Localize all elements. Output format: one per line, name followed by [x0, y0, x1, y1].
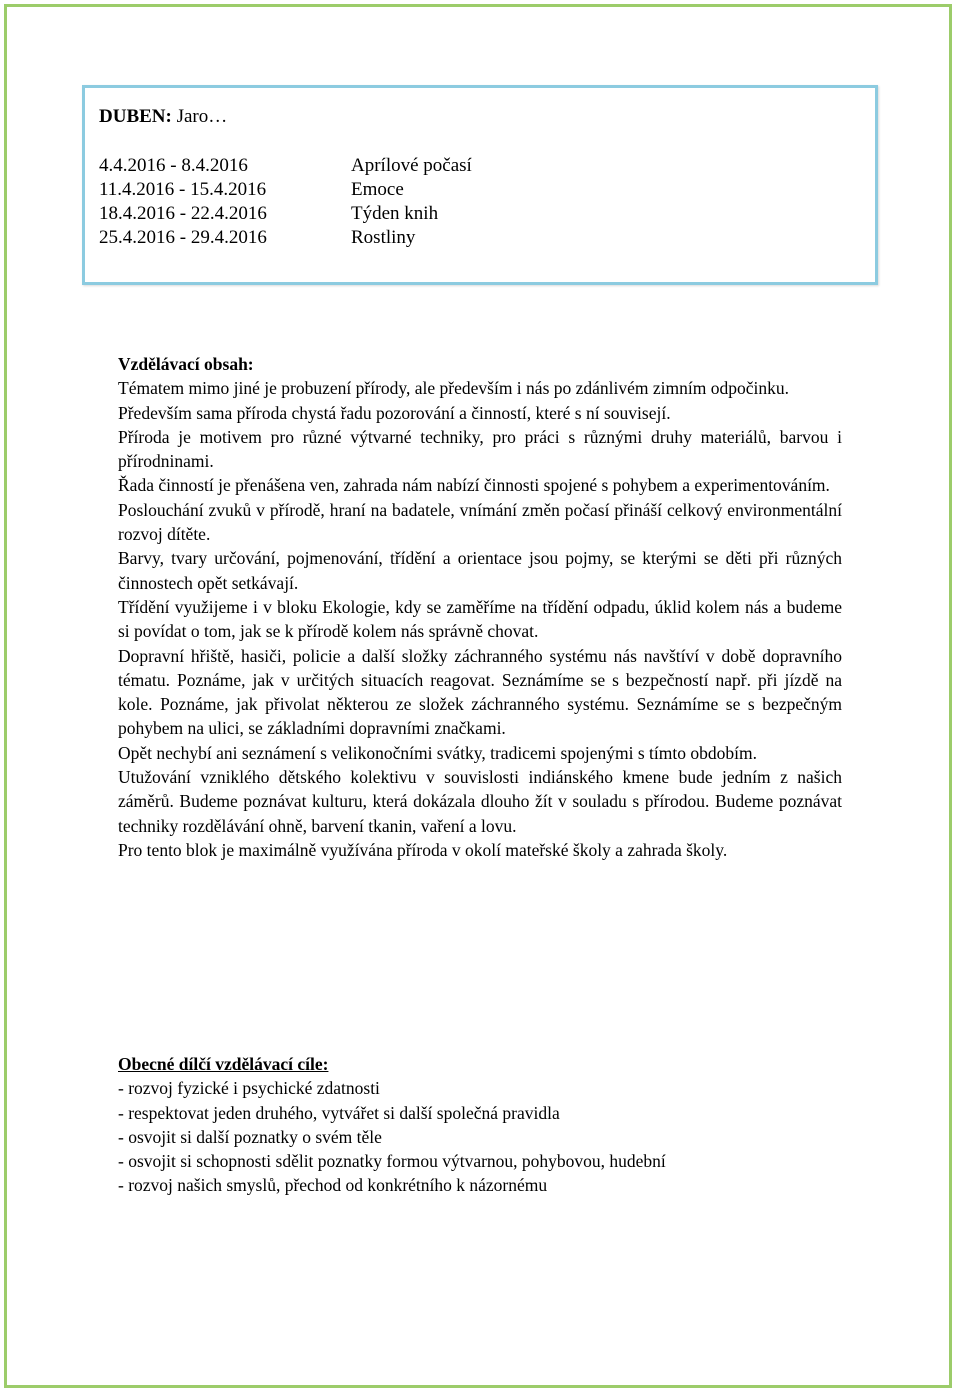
month-header-box	[82, 85, 878, 285]
schedule-theme: Týden knih	[351, 203, 439, 224]
content-paragraph: Barvy, tvary určování, pojmenování, třídění a orientace jsou pojmy, se kterými se děti při různých činnostech opět setkávají.	[118, 548, 842, 593]
month-title	[99, 105, 227, 129]
schedule-row	[99, 226, 472, 250]
goal-item: - osvojit si další poznatky o svém těle	[118, 1126, 382, 1147]
content-paragraph: Poslouchání zvuků v přírodě, hraní na badatele, vnímání změn počasí přináší celkový environmentální rozvoj dítěte.	[118, 499, 842, 545]
schedule-theme: Emoce	[351, 179, 404, 200]
content-paragraph: Opět nechybí ani seznámení s velikonočními svátky, tradicemi spojenými s tímto obdobím.	[118, 742, 757, 763]
educational-content	[118, 352, 842, 862]
schedule-dates: 25.4.2016 - 29.4.2016	[99, 227, 267, 248]
weekly-schedule	[99, 154, 472, 250]
goal-item: - rozvoj našich smyslů, přechod od konkrétního k názornému	[118, 1175, 548, 1196]
schedule-theme: Rostliny	[351, 227, 416, 248]
schedule-row	[99, 178, 472, 202]
schedule-dates: 18.4.2016 - 22.4.2016	[99, 203, 267, 224]
content-paragraph: Řada činností je přenášena ven, zahrada nám nabízí činnosti spojené s pohybem a experimentováním.	[118, 475, 830, 496]
schedule-dates: 4.4.2016 - 8.4.2016	[99, 155, 248, 176]
month-theme: Jaro…	[171, 106, 228, 127]
schedule-dates: 11.4.2016 - 15.4.2016	[99, 179, 267, 200]
content-paragraph: Tématem mimo jiné je probuzení přírody, ale především i nás po zdánlivém zimním odpočinku.	[118, 378, 789, 399]
goal-item: - osvojit si schopnosti sdělit poznatky formou výtvarnou, pohybovou, hudební	[118, 1151, 666, 1172]
content-heading: Vzdělávací obsah:	[118, 354, 254, 374]
content-paragraph: Především sama příroda chystá řadu pozorování a činností, které s ní souvisejí.	[118, 402, 671, 423]
content-paragraph: Příroda je motivem pro různé výtvarné techniky, pro práci s různými druhy materiálů, barvou i přírodninami.	[118, 426, 842, 472]
content-paragraph: Utužování vzniklého dětského kolektivu v souvislosti indiánského kmene bude jedním z našich záměrů. Budeme poznávat kulturu, která dokázala dlouho žít v souladu s přírodou. Budeme poznávat techniky rozdělávání ohně, barvení tkanin, vaření a lovu.	[118, 767, 842, 836]
schedule-row	[99, 154, 472, 178]
goal-item: - respektovat jeden druhého, vytvářet si další společná pravidla	[118, 1102, 560, 1123]
month-name: DUBEN:	[99, 106, 172, 127]
content-paragraph: Dopravní hřiště, hasiči, policie a další složky záchranného systému nás navštíví v době dopravního tématu. Poznáme, jak v určitých situacích reagovat. Seznámíme se s bezpečností např. při jízdě na kole. Poznáme, jak přivolat některou ze složek záchranného systému. Seznámíme se s bezpečným pohybem na ulici, se základními dopravními značkami.	[118, 645, 842, 739]
goals-heading: Obecné dílčí vzdělávací cíle:	[118, 1054, 329, 1074]
goal-item: - rozvoj fyzické i psychické zdatnosti	[118, 1078, 380, 1099]
content-paragraph: Třídění využijeme i v bloku Ekologie, kdy se zaměříme na třídění odpadu, úklid kolem nás a budeme si povídat o tom, jak se k přírodě kolem nás správně chovat.	[118, 596, 842, 642]
schedule-theme: Aprílové počasí	[351, 155, 472, 176]
educational-goals	[118, 1052, 842, 1198]
content-paragraph: Pro tento blok je maximálně využívána příroda v okolí mateřské školy a zahrada školy.	[118, 839, 728, 860]
schedule-row	[99, 202, 472, 226]
